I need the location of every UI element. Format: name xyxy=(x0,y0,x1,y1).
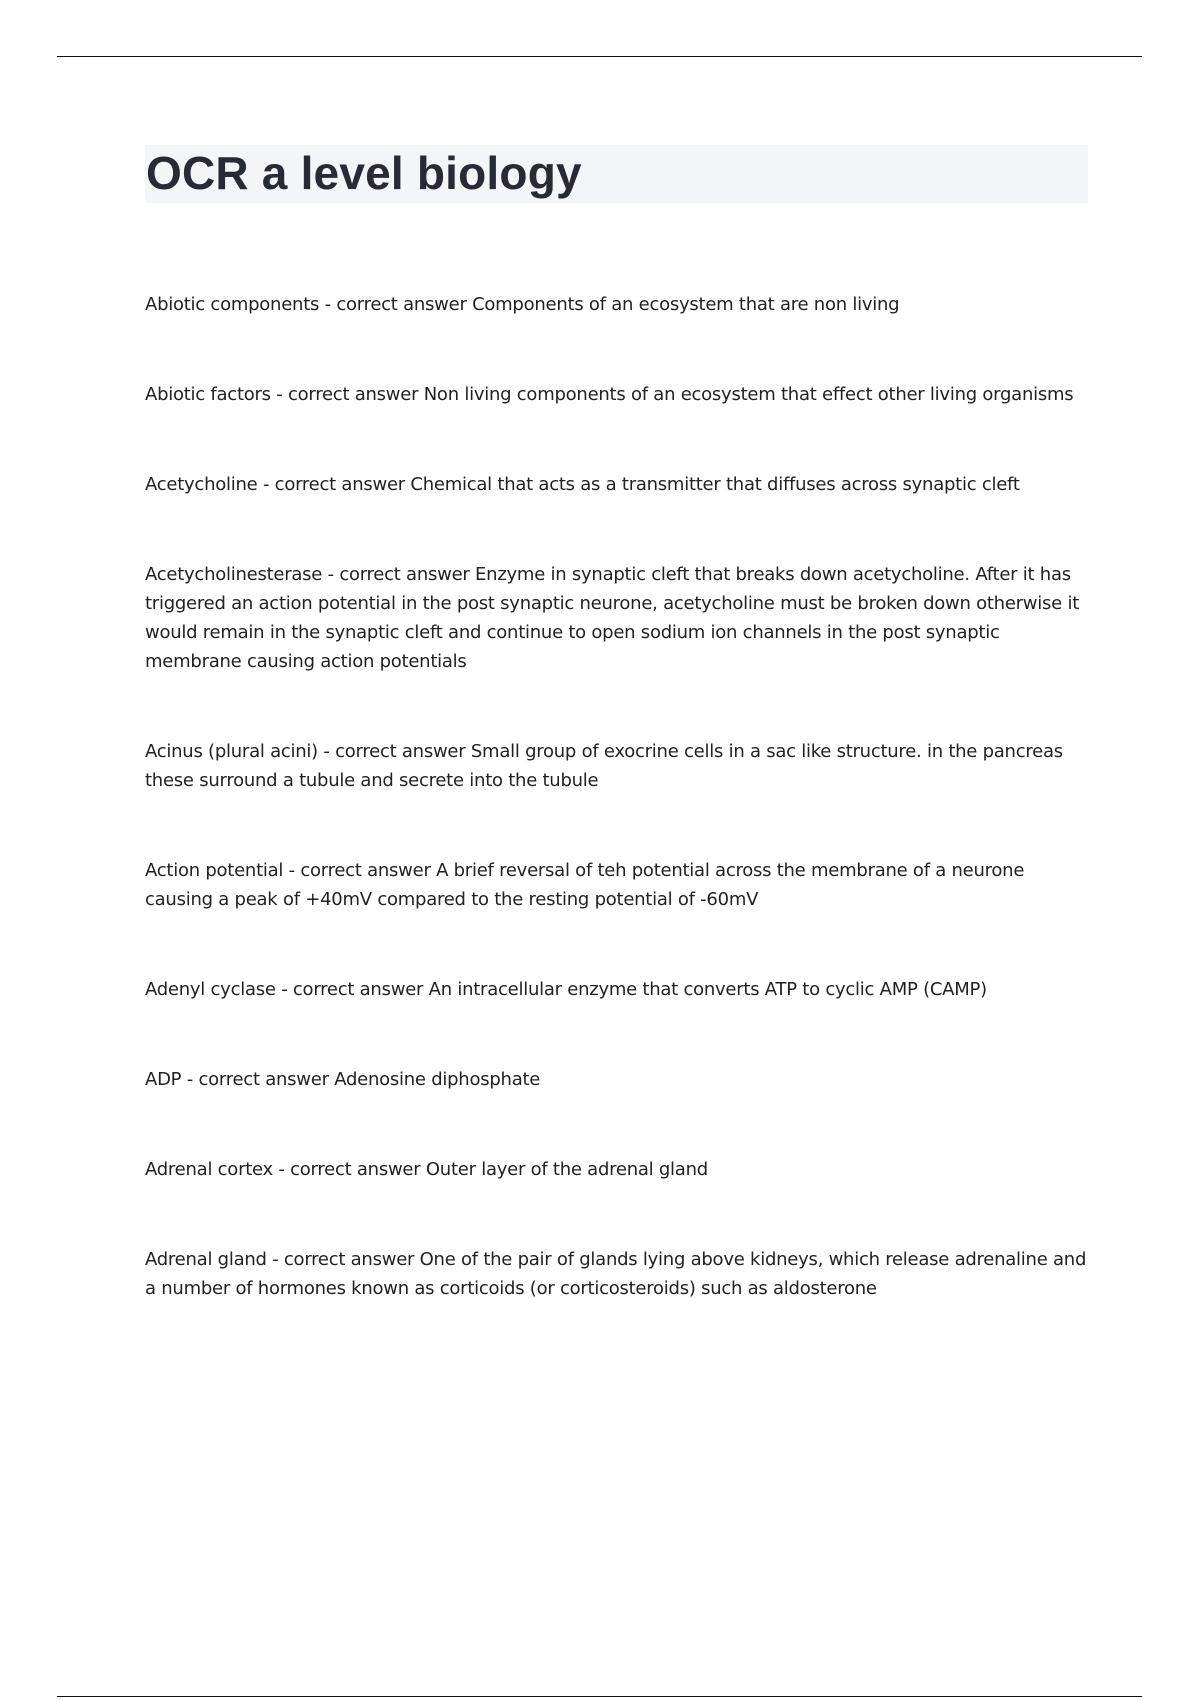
entry-term: Adrenal gland xyxy=(145,1249,267,1270)
entry-definition: Non living components of an ecosystem that effect other living organisms xyxy=(423,384,1074,405)
entry-separator: - correct answer xyxy=(322,564,476,585)
entry-separator: - correct answer xyxy=(283,860,437,881)
flashcard-entry xyxy=(145,380,1090,409)
top-rule xyxy=(57,56,1142,57)
entry-term: Acetycholinesterase xyxy=(145,564,323,585)
entry-definition: Adenosine diphosphate xyxy=(334,1069,541,1090)
flashcard-entry xyxy=(145,1065,1090,1094)
entry-definition: Enzyme in synaptic cleft that breaks down acetycholine. After it has triggered an action potential in the post synaptic neurone, acetycholine must be broken down otherwise it would remain in the synaptic cleft and continue to open sodium ion channels in the post synaptic membrane causing action potentials xyxy=(145,564,1080,672)
entry-term: Action potential xyxy=(145,860,284,881)
entry-separator: - correct answer xyxy=(270,384,424,405)
entry-definition: Components of an ecosystem that are non living xyxy=(472,294,900,315)
flashcard-entry xyxy=(145,975,1090,1004)
entry-term: Abiotic factors xyxy=(145,384,271,405)
flashcard-entry xyxy=(145,856,1090,914)
entry-definition: One of the pair of glands lying above kidneys, which release adrenaline and a number of hormones known as corticoids (or corticosteroids) such as aldosterone xyxy=(145,1249,1087,1299)
entry-term: Abiotic components xyxy=(145,294,320,315)
entry-definition: An intracellular enzyme that converts ATP to cyclic AMP (CAMP) xyxy=(428,979,987,1000)
entry-definition: A brief reversal of teh potential across the membrane of a neurone causing a peak of +40mV compared to the resting potential of -60mV xyxy=(145,860,1025,910)
entry-definition: Small group of exocrine cells in a sac like structure. in the pancreas these surround a tubule and secrete into the tubule xyxy=(145,741,1063,791)
entry-separator: - correct answer xyxy=(266,1249,420,1270)
entry-separator: - correct answer xyxy=(272,1159,426,1180)
entry-term: Adrenal cortex xyxy=(145,1159,273,1180)
entry-term: ADP xyxy=(145,1069,182,1090)
flashcard-entry xyxy=(145,470,1090,499)
flashcard-entry xyxy=(145,1245,1090,1303)
entry-separator: - correct answer xyxy=(319,294,473,315)
entry-separator: - correct answer xyxy=(317,741,471,762)
flashcard-entry xyxy=(145,290,1090,319)
flashcard-entry xyxy=(145,737,1090,795)
flashcard-entry xyxy=(145,1155,1090,1184)
entry-definition: Outer layer of the adrenal gland xyxy=(425,1159,708,1180)
flashcard-entry xyxy=(145,560,1090,676)
entry-term: Acinus (plural acini) xyxy=(145,741,318,762)
entry-separator: - correct answer xyxy=(257,474,411,495)
document-title: OCR a level biology xyxy=(146,147,582,199)
flashcard-list xyxy=(145,290,1090,1364)
entry-definition: Chemical that acts as a transmitter that diffuses across synaptic cleft xyxy=(410,474,1020,495)
bottom-rule xyxy=(57,1696,1142,1697)
entry-separator: - correct answer xyxy=(181,1069,335,1090)
entry-term: Acetycholine xyxy=(145,474,258,495)
entry-term: Adenyl cyclase xyxy=(145,979,276,1000)
entry-separator: - correct answer xyxy=(275,979,429,1000)
